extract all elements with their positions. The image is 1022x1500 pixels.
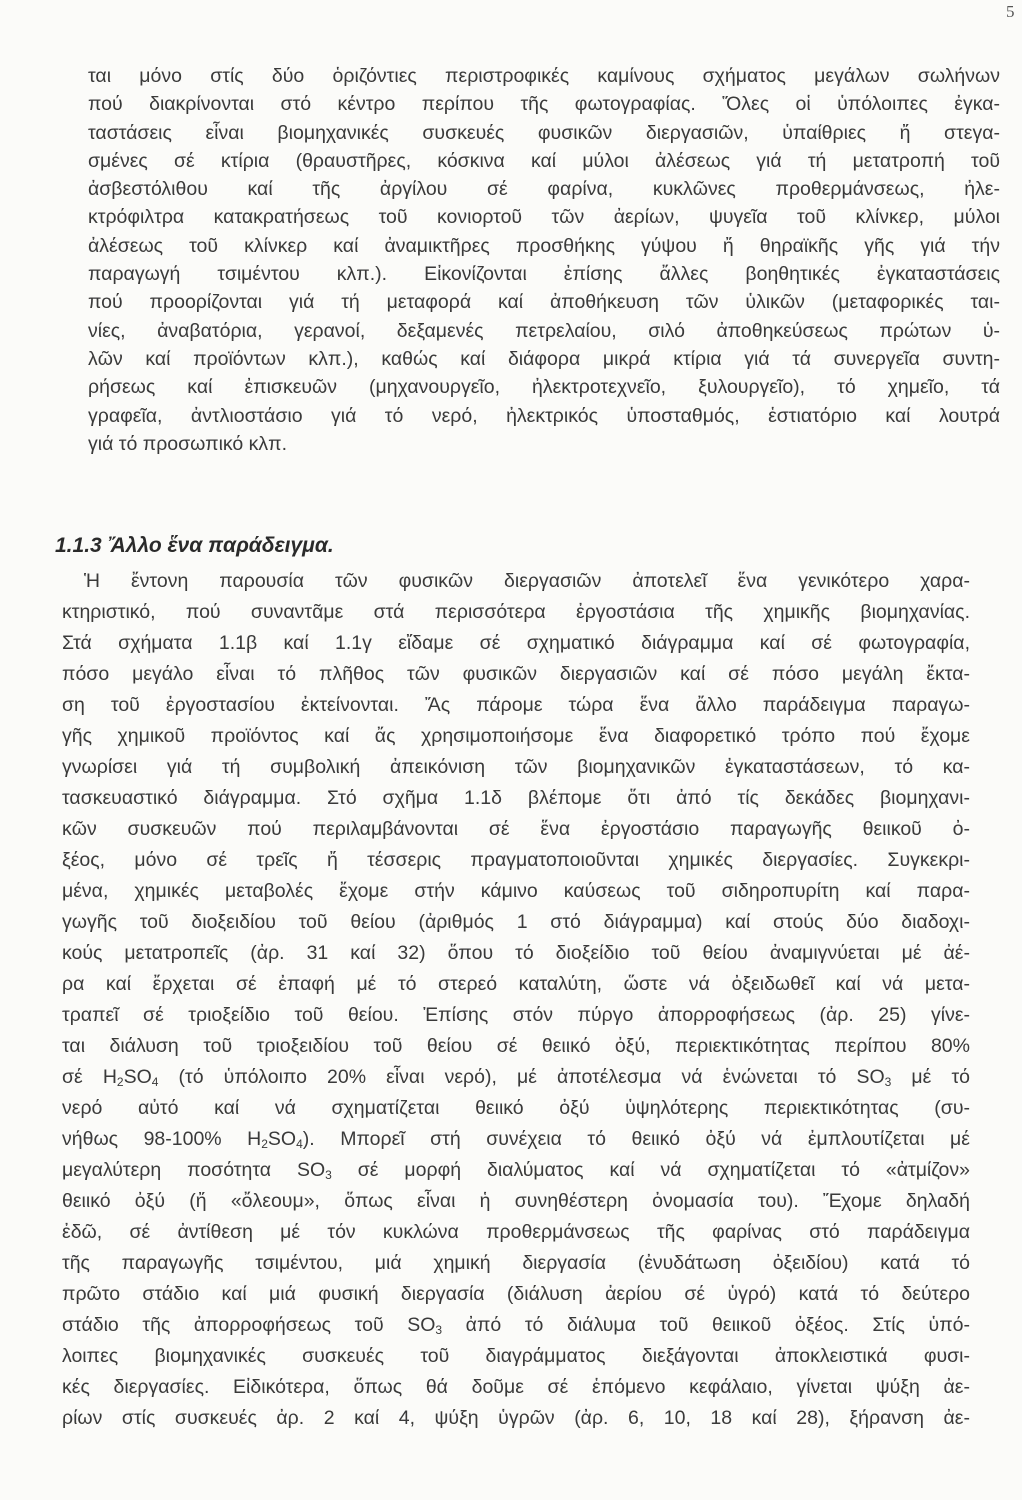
text-line: νίες, ἀναβατόρια, γερανοί, δεξαμενές πετρελαίου, σιλό ἀποθηκεύσεως πρώτων ὑ-	[88, 319, 1000, 342]
text-line: ται διάλυση τοῦ τριοξειδίου τοῦ θείου σέ θειικό ὀξύ, περιεκτικότητας περίπου 80%	[62, 1035, 970, 1057]
subscript: 2	[116, 1075, 124, 1089]
text-line: πού προορίζονται γιά τή μεταφορά καί ἀποθήκευση τῶν ὑλικῶν (μεταφορικές ται-	[88, 291, 1000, 314]
subscript: 3	[435, 1323, 443, 1337]
text-line	[62, 1155, 970, 1186]
text-run: σέ H	[62, 1066, 117, 1088]
text-line: ρα καί ἔρχεται σέ ἐπαφή μέ τό στερεό καταλύτη, ὥστε νά ὀξειδωθεῖ καί νά μετα-	[62, 973, 970, 995]
paragraph-section-1-1-3	[62, 566, 970, 1434]
text-line: γνωρίσει γιά τή συμβολική ἀπεικόνιση τῶν βιομηχανικῶν ἐγκαταστάσεων, τό κα-	[62, 756, 970, 778]
text-line: γῆς χημικοῦ προϊόντος καί ἄς χρησιμοποιήσομε ἕνα διαφορετικό τρόπο πού ἔχομε	[62, 725, 970, 747]
text-line: νερό αὐτό καί νά σχηματίζεται θειικό ὀξύ ὑψηλότερης περιεκτικότητας (συ-	[62, 1097, 970, 1119]
text-line: μένα, χημικές μεταβολές ἔχομε στήν κάμινο καύσεως τοῦ σιδηροπυρίτη καί παρα-	[62, 880, 970, 902]
text-run: ἀπό τό διάλυμα τοῦ θειικοῦ ὀξέος. Στίς ὑπό-	[442, 1314, 970, 1336]
text-line	[62, 1310, 970, 1341]
text-line: τῆς παραγωγῆς τσιμέντου, μιά χημική διεργασία (ἐνυδάτωση ὀξειδίου) κατά τό	[62, 1252, 970, 1274]
text-line: τασκευαστικό διάγραμμα. Στό σχῆμα 1.1δ βλέπομε ὅτι ἀπό τίς δεκάδες βιομηχανι-	[62, 787, 970, 809]
text-line: ρήσεως καί ἐπισκευῶν (μηχανουργεῖο, ἠλεκτροτεχνεῖο, ξυλουργεῖο), τό χημεῖο, τά	[88, 376, 1000, 399]
text-run: μεγαλύτερη ποσότητα SO	[62, 1159, 326, 1181]
text-run: μέ τό	[891, 1066, 970, 1088]
text-line: ται μόνο στίς δύο ὁριζόντιες περιστροφικές καμίνους σχήματος μεγάλων σωλήνων	[88, 65, 1000, 87]
text-line	[62, 1062, 970, 1093]
text-line: πρῶτο στάδιο καί μιά φυσική διεργασία (διάλυση ἀερίου σέ ὑγρό) κατά τό δεύτερο	[62, 1283, 970, 1305]
text-line: ἐδῶ, σέ ἀντίθεση μέ τόν κυκλώνα προθερμάνσεως τῆς φαρίνας στό παράδειγμα	[62, 1221, 970, 1243]
text-line: ξέος, μόνο σέ τρεῖς ἤ τέσσερις πραγματοποιοῦνται χημικές διεργασίες. Συγκεκρι-	[62, 849, 970, 871]
subscript: 3	[884, 1075, 892, 1089]
text-line: λῶν καί προϊόντων κλπ.), καθώς καί διάφορα μικρά κτίρια γιά τά συνεργεῖα συντη-	[88, 347, 1000, 370]
page-number: 5	[1006, 2, 1015, 21]
text-line: κτρόφιλτρα κατακρατήσεως τοῦ κονιορτοῦ τῶν ἀερίων, ψυγεῖα τοῦ κλίνκερ, μύλοι	[88, 206, 1000, 229]
text-line: πού διακρίνονται στό κέντρο περίπου τῆς φωτογραφίας. Ὅλες οἱ ὑπόλοιπες ἐγκα-	[88, 93, 1000, 116]
section-heading: 1.1.3 Ἄλλο ἕνα παράδειγμα.	[55, 534, 334, 557]
text-line: θειικό ὀξύ (ἤ «ὄλεουμ», ὅπως εἶναι ἡ συνηθέστερη ὀνομασία του). Ἔχομε δηλαδή	[62, 1190, 970, 1212]
text-line: λοιπες βιομηχανικές συσκευές τοῦ διαγράμματος διεξάγονται ἀποκλειστικά φυσι-	[62, 1345, 970, 1367]
text-line: ταστάσεις εἶναι βιομηχανικές συσκευές φυσικῶν διεργασιῶν, ὑπαίθριες ἤ στεγα-	[88, 121, 1000, 144]
subscript: 4	[151, 1075, 159, 1089]
text-run: SO	[123, 1066, 152, 1088]
text-line: γραφεῖα, ἀντλιοστάσιο γιά τό νερό, ἠλεκτρικός ὑποσταθμός, ἑστιατόριο καί λουτρά	[88, 404, 1000, 427]
text-line: Στά σχήματα 1.1β καί 1.1γ εἴδαμε σέ σχηματικό διάγραμμα καί σέ φωτογραφία,	[62, 632, 970, 654]
subscript: 2	[261, 1137, 268, 1151]
text-line: πόσο μεγάλο εἶναι τό πλῆθος τῶν φυσικῶν διεργασιῶν καί σέ πόσο μεγάλη ἔκτα-	[62, 663, 970, 685]
text-line: γωγῆς τοῦ διοξειδίου τοῦ θείου (ἀριθμός 1 στό διάγραμμα) καί στούς δύο διαδοχι-	[62, 911, 970, 933]
text-run: (τό ὑπόλοιπο 20% εἶναι νερό), μέ ἀποτέλεσμα νά ἑνώνεται τό SO	[158, 1066, 885, 1088]
subscript: 4	[296, 1137, 303, 1151]
text-line: ση τοῦ ἐργοστασίου ἐκτείνονται. Ἄς πάρομε τώρα ἕνα ἄλλο παράδειγμα παραγω-	[62, 694, 970, 716]
text-run: SO	[267, 1128, 297, 1150]
text-line: ἀλέσεως τοῦ κλίνκερ καί ἀναμικτῆρες προσθήκης γύψου ἤ θηραϊκῆς γῆς γιά τήν	[88, 234, 1000, 257]
text-run: νήθως 98-100% H	[62, 1128, 262, 1150]
text-run: σέ μορφή διαλύματος καί νά σχηματίζεται τό «ἀτμίζον»	[331, 1159, 970, 1181]
text-line: κούς μετατροπεῖς (ἀρ. 31 καί 32) ὅπου τό διοξείδιο τοῦ θείου ἀναμιγνύεται μέ ἀέ-	[62, 942, 970, 964]
text-run: στάδιο τῆς ἀπορροφήσεως τοῦ SO	[62, 1314, 436, 1336]
text-line: παραγωγή τσιμέντου κλπ.). Εἰκονίζονται ἐπίσης ἄλλες βοηθητικές ἐγκαταστάσεις	[88, 263, 1000, 286]
text-line: ρίων στίς συσκευές ἀρ. 2 καί 4, ψύξη ὑγρῶν (ἀρ. 6, 10, 18 καί 28), ξήρανση ἀε-	[62, 1407, 970, 1429]
text-run: ). Μπορεῖ στή συνέχεια τό θειικό ὀξύ νά ἐμπλουτίζεται μέ	[302, 1128, 970, 1150]
text-line: γιά τό προσωπικό κλπ.	[88, 432, 288, 455]
subscript: 3	[325, 1168, 332, 1182]
text-line: τραπεῖ σέ τριοξείδιο τοῦ θείου. Ἐπίσης στόν πύργο ἀπορροφήσεως (ἀρ. 25) γίνε-	[62, 1004, 970, 1026]
text-line: Ἡ ἔντονη παρουσία τῶν φυσικῶν διεργασιῶν ἀποτελεῖ ἕνα γενικότερο χαρα-	[84, 570, 970, 592]
text-line	[62, 1124, 970, 1155]
text-line: σμένες σέ κτίρια (θραυστῆρες, κόσκινα καί μύλοι ἀλέσεως γιά τή μετατροπή τοῦ	[88, 149, 1000, 172]
text-line: ἀσβεστόλιθου καί τῆς ἀργίλου σέ φαρίνα, κυκλῶνες προθερμάνσεως, ἠλε-	[88, 178, 1000, 201]
text-line: κές διεργασίες. Εἰδικότερα, ὅπως θά δοῦμε σέ ἑπόμενο κεφάλαιο, γίνεται ψύξη ἀε-	[62, 1376, 970, 1398]
text-line: κῶν συσκευῶν πού περιλαμβάνονται σέ ἕνα ἐργοστάσιο παραγωγῆς θειικοῦ ὀ-	[62, 818, 970, 840]
paragraph-continued	[88, 62, 1000, 458]
text-line: κτηριστικό, πού συναντᾶμε στά περισσότερα ἐργοστάσια τῆς χημικῆς βιομηχανίας.	[62, 601, 970, 623]
